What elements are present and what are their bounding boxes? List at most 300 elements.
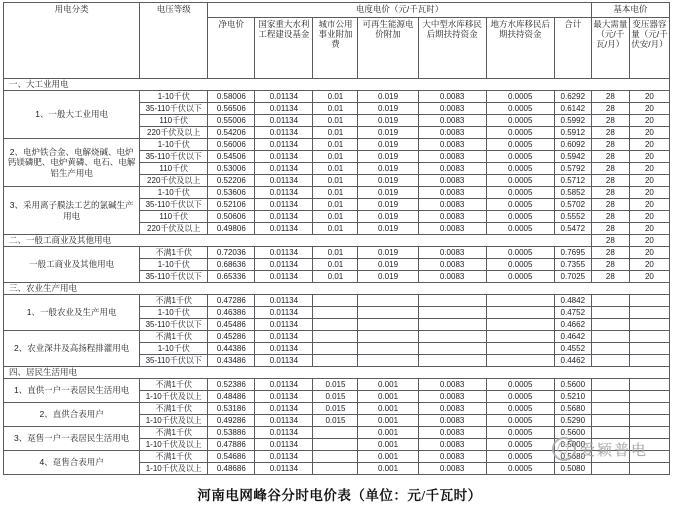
table-cell: 0.01134 <box>255 307 313 319</box>
table-cell: 20 <box>629 223 669 235</box>
table-cell: 0.47286 <box>208 295 255 307</box>
col-header-voltage: 电压等级 <box>140 3 208 79</box>
table-cell: 0.0083 <box>418 259 486 271</box>
table-cell <box>313 355 358 367</box>
voltage-cell: 35-110千伏以下 <box>140 103 208 115</box>
table-cell: 0.01 <box>313 175 358 187</box>
table-cell: 0.0083 <box>418 379 486 391</box>
table-cell <box>629 295 669 307</box>
table-cell: 0.01134 <box>255 295 313 307</box>
col-header-renewable-surcharge: 可再生能源电价附加 <box>358 18 418 79</box>
table-cell: 28 <box>591 187 629 199</box>
table-cell: 20 <box>629 235 669 247</box>
table-cell: 0.5992 <box>554 115 591 127</box>
table-cell: 0.01134 <box>255 331 313 343</box>
table-cell: 0.001 <box>358 463 418 475</box>
table-row <box>4 379 670 391</box>
table-cell: 0.001 <box>358 391 418 403</box>
table-cell: 0.01134 <box>255 103 313 115</box>
table-cell <box>629 391 669 403</box>
table-cell <box>418 319 486 331</box>
voltage-cell: 1-10千伏 <box>140 259 208 271</box>
table-cell: 0.0083 <box>418 175 486 187</box>
table-cell: 0.5680 <box>554 403 591 415</box>
table-cell: 0.5472 <box>554 223 591 235</box>
table-cell: 0.0083 <box>418 427 486 439</box>
table-cell: 20 <box>629 103 669 115</box>
table-cell: 0.43486 <box>208 355 255 367</box>
table-cell: 0.68636 <box>208 259 255 271</box>
table-cell <box>313 307 358 319</box>
table-cell: 0.7695 <box>554 247 591 259</box>
table-cell: 0.01134 <box>255 139 313 151</box>
table-cell: 0.54206 <box>208 127 255 139</box>
table-cell: 0.0005 <box>486 451 554 463</box>
table-cell <box>591 343 629 355</box>
table-cell <box>629 355 669 367</box>
table-row <box>4 187 670 199</box>
table-cell: 28 <box>591 247 629 259</box>
table-cell: 20 <box>629 271 669 283</box>
table-cell <box>486 331 554 343</box>
voltage-cell: 35-110千伏以下 <box>140 271 208 283</box>
table-cell: 0.5942 <box>554 151 591 163</box>
table-cell <box>358 319 418 331</box>
table-cell: 0.01 <box>313 247 358 259</box>
voltage-cell: 220千伏及以上 <box>140 223 208 235</box>
table-cell: 0.55006 <box>208 115 255 127</box>
table-cell <box>591 331 629 343</box>
table-cell: 0.01134 <box>255 379 313 391</box>
table-cell: 0.0005 <box>486 427 554 439</box>
section-title: 四、居民生活用电 <box>4 367 670 379</box>
table-cell: 0.0083 <box>418 247 486 259</box>
table-cell <box>486 343 554 355</box>
table-cell <box>418 331 486 343</box>
table-cell <box>591 319 629 331</box>
table-cell <box>486 319 554 331</box>
voltage-cell: 1-10千伏及以上 <box>140 391 208 403</box>
table-cell: 0.56006 <box>208 139 255 151</box>
table-cell: 0.48486 <box>208 391 255 403</box>
table-cell: 28 <box>591 139 629 151</box>
table-cell <box>591 415 629 427</box>
table-cell <box>591 403 629 415</box>
table-cell: 0.45486 <box>208 319 255 331</box>
table-cell <box>629 463 669 475</box>
table-cell <box>629 331 669 343</box>
table-cell: 28 <box>591 175 629 187</box>
watermark-text: 爱颖普电 <box>580 442 649 459</box>
table-cell <box>313 463 358 475</box>
voltage-cell: 220千伏及以上 <box>140 127 208 139</box>
table-cell <box>313 319 358 331</box>
table-cell <box>313 451 358 463</box>
table-cell: 28 <box>591 127 629 139</box>
table-cell <box>313 439 358 451</box>
table-cell <box>591 307 629 319</box>
table-cell: 28 <box>591 223 629 235</box>
table-cell <box>418 355 486 367</box>
voltage-cell: 1-10千伏 <box>140 187 208 199</box>
table-cell: 20 <box>629 91 669 103</box>
table-cell: 0.53186 <box>208 403 255 415</box>
table-cell: 0.01 <box>313 91 358 103</box>
table-cell: 0.4642 <box>554 331 591 343</box>
voltage-cell: 不满1千伏 <box>140 427 208 439</box>
table-cell: 0.01134 <box>255 259 313 271</box>
table-cell: 0.019 <box>358 175 418 187</box>
voltage-cell: 220千伏及以上 <box>140 175 208 187</box>
table-cell: 0.019 <box>358 127 418 139</box>
table-cell: 0.53006 <box>208 163 255 175</box>
table-cell: 0.4552 <box>554 343 591 355</box>
voltage-cell: 1-10千伏 <box>140 307 208 319</box>
table-cell: 0.5000 <box>554 439 591 451</box>
table-cell: 0.0083 <box>418 211 486 223</box>
table-cell: 20 <box>629 187 669 199</box>
table-cell: 0.0005 <box>486 463 554 475</box>
section-row <box>4 367 670 379</box>
table-cell <box>313 427 358 439</box>
table-cell: 28 <box>591 91 629 103</box>
table-cell: 0.019 <box>358 271 418 283</box>
table-cell <box>629 451 669 463</box>
section-row <box>4 235 670 247</box>
table-cell <box>591 463 629 475</box>
table-cell: 0.46386 <box>208 307 255 319</box>
table-cell: 0.7355 <box>554 259 591 271</box>
table-cell <box>313 295 358 307</box>
table-cell: 0.52206 <box>208 175 255 187</box>
table-cell: 0.0083 <box>418 187 486 199</box>
table-cell: 0.0083 <box>418 391 486 403</box>
section-title: 二、一般工商业及其他用电 <box>4 235 592 247</box>
voltage-cell: 35-110千伏以下 <box>140 355 208 367</box>
table-cell: 0.5852 <box>554 187 591 199</box>
col-group-basic-price: 基本电价 <box>591 3 669 18</box>
table-cell <box>629 439 669 451</box>
table-cell: 0.0005 <box>486 271 554 283</box>
table-cell: 0.01134 <box>255 427 313 439</box>
table-cell: 0.01 <box>313 271 358 283</box>
category-cell: 1、一般大工业用电 <box>4 91 140 139</box>
table-header <box>4 3 670 79</box>
voltage-cell: 不满1千伏 <box>140 247 208 259</box>
table-cell: 0.0005 <box>486 151 554 163</box>
table-cell: 0.0005 <box>486 415 554 427</box>
table-cell <box>358 355 418 367</box>
table-cell: 0.01134 <box>255 163 313 175</box>
table-cell: 0.01134 <box>255 175 313 187</box>
table-cell: 0.65336 <box>208 271 255 283</box>
table-cell: 0.01 <box>313 199 358 211</box>
table-cell: 0.001 <box>358 415 418 427</box>
table-cell: 0.0005 <box>486 103 554 115</box>
table-cell: 0.0005 <box>486 127 554 139</box>
table-row <box>4 139 670 151</box>
table-cell <box>629 427 669 439</box>
table-cell: 0.01 <box>313 139 358 151</box>
table-cell: 0.5702 <box>554 199 591 211</box>
table-cell: 0.019 <box>358 247 418 259</box>
table-cell: 20 <box>629 175 669 187</box>
voltage-cell: 35-110千伏以下 <box>140 199 208 211</box>
table-cell: 0.44386 <box>208 343 255 355</box>
table-cell: 0.0005 <box>486 187 554 199</box>
table-caption: 河南电网峰谷分时电价表（单位：元/千瓦时） <box>197 488 482 503</box>
table-cell: 20 <box>629 115 669 127</box>
table-cell: 0.019 <box>358 211 418 223</box>
table-cell: 20 <box>629 127 669 139</box>
table-cell: 0.0005 <box>486 391 554 403</box>
table-cell <box>358 331 418 343</box>
table-cell <box>591 439 629 451</box>
table-cell: 28 <box>591 235 629 247</box>
table-cell: 0.4462 <box>554 355 591 367</box>
table-cell <box>418 343 486 355</box>
table-row <box>4 247 670 259</box>
section-row <box>4 283 670 295</box>
table-cell: 0.019 <box>358 187 418 199</box>
voltage-cell: 1-10千伏及以上 <box>140 463 208 475</box>
col-header-category: 用电分类 <box>4 3 140 79</box>
table-cell: 0.01134 <box>255 451 313 463</box>
table-cell: 0.0083 <box>418 127 486 139</box>
table-cell: 0.53606 <box>208 187 255 199</box>
table-cell: 0.0005 <box>486 247 554 259</box>
table-cell: 0.45286 <box>208 331 255 343</box>
table-cell: 0.019 <box>358 259 418 271</box>
table-cell: 0.0083 <box>418 103 486 115</box>
table-cell: 20 <box>629 139 669 151</box>
table-cell: 0.001 <box>358 379 418 391</box>
table-cell: 0.7025 <box>554 271 591 283</box>
table-cell: 0.56506 <box>208 103 255 115</box>
table-cell: 0.01134 <box>255 343 313 355</box>
table-cell: 0.0083 <box>418 199 486 211</box>
table-cell: 0.019 <box>358 115 418 127</box>
table-cell: 0.5290 <box>554 415 591 427</box>
table-cell: 0.001 <box>358 403 418 415</box>
table-cell: 0.01134 <box>255 223 313 235</box>
table-cell: 0.01 <box>313 211 358 223</box>
table-cell <box>313 343 358 355</box>
voltage-cell: 110千伏 <box>140 211 208 223</box>
voltage-cell: 1-10千伏 <box>140 139 208 151</box>
table-cell: 0.0083 <box>418 403 486 415</box>
category-cell: 2、农业深井及高扬程排灌用电 <box>4 331 140 367</box>
table-cell: 28 <box>591 103 629 115</box>
col-header-city-surcharge: 城市公用事业附加费 <box>313 18 358 79</box>
table-cell: 0.52106 <box>208 199 255 211</box>
table-cell: 0.01134 <box>255 247 313 259</box>
table-cell: 0.0005 <box>486 379 554 391</box>
voltage-cell: 1-10千伏 <box>140 343 208 355</box>
section-row <box>4 79 670 91</box>
category-cell: 4、趸售合表用户 <box>4 451 140 475</box>
table-cell: 0.0083 <box>418 91 486 103</box>
voltage-cell: 1-10千伏及以上 <box>140 415 208 427</box>
table-cell: 0.0083 <box>418 451 486 463</box>
table-cell: 0.01 <box>313 187 358 199</box>
table-cell: 0.5712 <box>554 175 591 187</box>
table-cell <box>418 295 486 307</box>
table-cell <box>629 307 669 319</box>
table-cell: 0.01134 <box>255 271 313 283</box>
table-cell: 0.5792 <box>554 163 591 175</box>
table-cell: 0.015 <box>313 415 358 427</box>
table-cell: 0.0083 <box>418 115 486 127</box>
table-cell: 0.015 <box>313 379 358 391</box>
col-header-local-reservoir-fund: 地方水库移民后期扶持资金 <box>486 18 554 79</box>
voltage-cell: 不满1千伏 <box>140 331 208 343</box>
category-cell: 1、直供一户一表居民生活用电 <box>4 379 140 403</box>
table-cell: 0.0083 <box>418 463 486 475</box>
category-cell: 3、采用离子膜法工艺的氯碱生产用电 <box>4 187 140 235</box>
section-title: 一、大工业用电 <box>4 79 670 91</box>
table-cell <box>591 355 629 367</box>
table-cell <box>313 331 358 343</box>
voltage-cell: 不满1千伏 <box>140 379 208 391</box>
voltage-cell: 110千伏 <box>140 163 208 175</box>
table-row <box>4 451 670 463</box>
table-cell: 0.015 <box>313 403 358 415</box>
table-cell: 0.5600 <box>554 427 591 439</box>
table-cell: 0.0005 <box>486 139 554 151</box>
table-cell: 0.019 <box>358 91 418 103</box>
table-cell: 0.01134 <box>255 319 313 331</box>
table-cell: 28 <box>591 271 629 283</box>
table-row <box>4 295 670 307</box>
table-cell <box>486 355 554 367</box>
table-cell: 0.4752 <box>554 307 591 319</box>
table-cell: 0.72036 <box>208 247 255 259</box>
table-cell: 0.52386 <box>208 379 255 391</box>
voltage-cell: 35-110千伏以下 <box>140 319 208 331</box>
table-cell: 20 <box>629 247 669 259</box>
voltage-cell: 110千伏 <box>140 115 208 127</box>
table-cell: 0.4662 <box>554 319 591 331</box>
table-cell: 0.5680 <box>554 451 591 463</box>
table-cell: 0.019 <box>358 199 418 211</box>
table-cell: 0.01134 <box>255 91 313 103</box>
voltage-cell: 35-110千伏以下 <box>140 151 208 163</box>
table-cell: 28 <box>591 259 629 271</box>
table-cell: 0.53886 <box>208 427 255 439</box>
table-cell: 0.01134 <box>255 187 313 199</box>
table-cell <box>629 415 669 427</box>
table-cell: 0.49806 <box>208 223 255 235</box>
table-cell: 0.019 <box>358 163 418 175</box>
table-cell: 28 <box>591 211 629 223</box>
table-cell: 0.0083 <box>418 271 486 283</box>
table-cell: 0.5600 <box>554 379 591 391</box>
table-cell: 0.0083 <box>418 151 486 163</box>
table-cell <box>486 295 554 307</box>
table-cell: 20 <box>629 163 669 175</box>
table-cell <box>591 391 629 403</box>
table-cell: 0.01134 <box>255 151 313 163</box>
table-cell: 0.01 <box>313 223 358 235</box>
table-cell: 0.5080 <box>554 463 591 475</box>
table-cell: 20 <box>629 199 669 211</box>
table-cell: 0.0005 <box>486 91 554 103</box>
voltage-cell: 不满1千伏 <box>140 451 208 463</box>
table-row <box>4 91 670 103</box>
table-cell: 0.49286 <box>208 415 255 427</box>
table-cell: 0.0083 <box>418 415 486 427</box>
table-cell <box>629 403 669 415</box>
table-cell: 0.019 <box>358 223 418 235</box>
table-cell <box>358 295 418 307</box>
table-cell: 28 <box>591 163 629 175</box>
table-cell: 0.0005 <box>486 175 554 187</box>
category-cell: 1、一般农业及生产用电 <box>4 295 140 331</box>
voltage-cell: 1-10千伏及以上 <box>140 439 208 451</box>
table-cell: 0.019 <box>358 103 418 115</box>
table-cell <box>591 295 629 307</box>
table-cell: 0.01134 <box>255 115 313 127</box>
table-cell: 0.0083 <box>418 439 486 451</box>
table-cell: 0.0005 <box>486 439 554 451</box>
table-cell: 0.4842 <box>554 295 591 307</box>
table-row <box>4 331 670 343</box>
table-cell: 20 <box>629 151 669 163</box>
table-cell <box>629 343 669 355</box>
table-cell: 0.58006 <box>208 91 255 103</box>
table-cell: 0.0005 <box>486 223 554 235</box>
table-cell: 0.001 <box>358 427 418 439</box>
table-cell: 0.019 <box>358 151 418 163</box>
table-cell <box>486 307 554 319</box>
table-cell: 0.47886 <box>208 439 255 451</box>
category-cell: 2、直供合表用户 <box>4 403 140 427</box>
table-cell: 0.01134 <box>255 391 313 403</box>
table-cell <box>629 319 669 331</box>
price-table <box>3 2 670 475</box>
table-cell: 28 <box>591 151 629 163</box>
table-cell: 0.5552 <box>554 211 591 223</box>
table-cell: 28 <box>591 115 629 127</box>
table-cell: 0.0005 <box>486 403 554 415</box>
table-cell <box>591 427 629 439</box>
category-cell: 3、趸售一户一表居民生活用电 <box>4 427 140 451</box>
table-cell: 0.01 <box>313 115 358 127</box>
col-header-max-demand: 最大需量（元/千瓦/月） <box>591 18 629 79</box>
table-cell: 0.0005 <box>486 259 554 271</box>
voltage-cell: 不满1千伏 <box>140 295 208 307</box>
table-cell: 0.48686 <box>208 463 255 475</box>
table-cell: 0.54506 <box>208 151 255 163</box>
table-cell <box>358 343 418 355</box>
table-cell: 0.01 <box>313 127 358 139</box>
table-cell <box>358 307 418 319</box>
col-header-transformer-capacity: 变压器容量（元/千伏安/月） <box>629 18 669 79</box>
table-cell: 0.50606 <box>208 211 255 223</box>
col-header-total: 合计 <box>554 18 591 79</box>
table-cell: 0.01 <box>313 163 358 175</box>
table-cell <box>418 307 486 319</box>
table-cell: 0.5210 <box>554 391 591 403</box>
col-header-large-reservoir-fund: 大中型水库移民后期扶持资金 <box>418 18 486 79</box>
table-cell: 0.6092 <box>554 139 591 151</box>
table-cell: 0.0005 <box>486 115 554 127</box>
table-cell: 0.01 <box>313 103 358 115</box>
table-cell: 20 <box>629 211 669 223</box>
table-cell: 0.019 <box>358 139 418 151</box>
table-cell: 0.01134 <box>255 355 313 367</box>
